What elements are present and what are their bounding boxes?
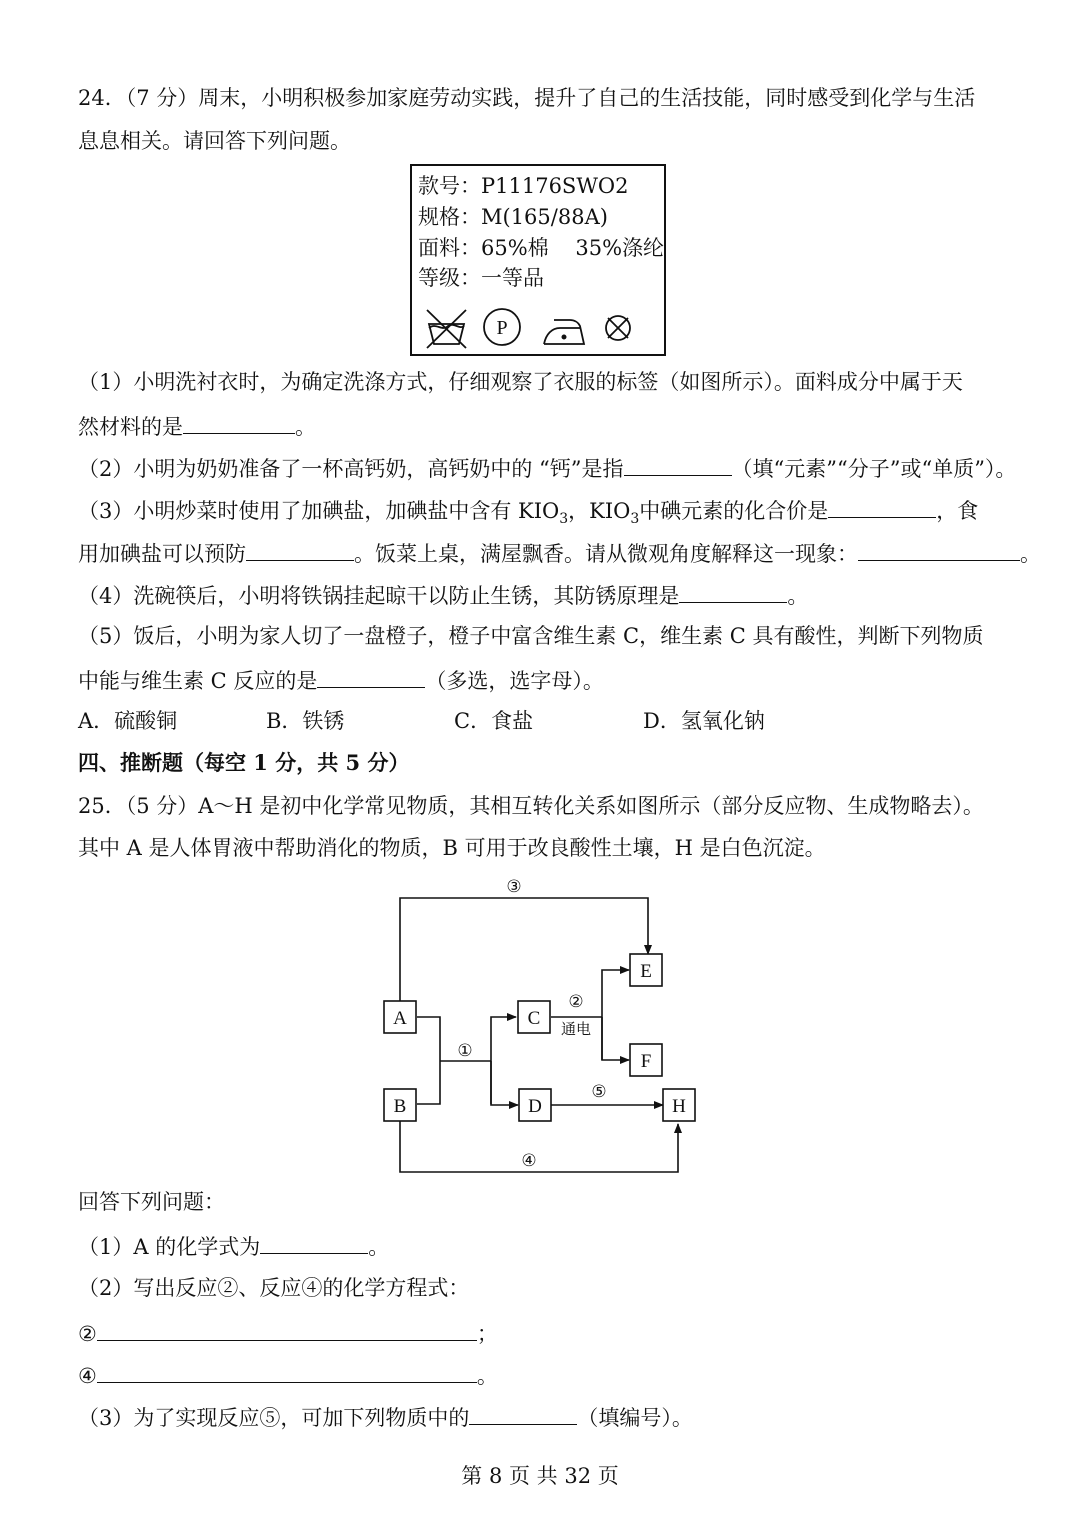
option-a[interactable]: A．硫酸铜 — [78, 709, 178, 733]
q24-p3-line1: （3）小明炒菜时使用了加碘盐，加碘盐中含有 $KIO_3$，$KIO_3$中碘元素的化合价是 ，食 — [78, 495, 978, 533]
node-a: A — [393, 1008, 407, 1029]
reaction-2-condition: 通电 — [560, 1020, 592, 1038]
q24-intro-line1: 24．（7 分）周末，小明积极参加家庭劳动实践，提升了自己的生活技能，同时感受到化学与生活 — [78, 86, 976, 110]
no-tumble-dry-icon — [606, 316, 630, 340]
option-d[interactable]: D．氢氧化钠 — [643, 709, 765, 733]
answer-blank-reaction-5[interactable] — [469, 1402, 577, 1425]
label-style-number: 款号：P11176SWO2 — [418, 174, 629, 198]
label-spec: 规格：M(165/88A) — [418, 205, 608, 229]
reaction-4-label: ④ — [521, 1151, 537, 1171]
q25-eq2: ② ； — [78, 1318, 498, 1348]
node-e: E — [640, 961, 652, 982]
option-b[interactable]: B．铁锈 — [266, 709, 345, 733]
no-wash-icon — [427, 310, 466, 348]
node-c: C — [527, 1008, 541, 1029]
label-grade: 等级：一等品 — [418, 266, 544, 290]
q25-p2: （2）写出反应②、反应④的化学方程式： — [78, 1276, 470, 1300]
option-c[interactable]: C．食盐 — [454, 709, 534, 733]
q25-intro-line2: 其中 A 是人体胃液中帮助消化的物质，B 可用于改良酸性土壤，H 是白色沉淀。 — [78, 836, 826, 860]
q24-p5-line2: 中能与维生素 C 反应的是 （多选，选字母）。 — [78, 665, 604, 695]
q25-intro-line1: 25．（5 分）A～H 是初中化学常见物质，其相互转化关系如图所示（部分反应物、生成物略去）。 — [78, 794, 984, 818]
care-icons — [424, 306, 654, 350]
answer-blank-vitamin-c[interactable] — [317, 665, 425, 688]
answer-blank-a-formula[interactable] — [260, 1231, 368, 1254]
dry-clean-p-icon — [484, 309, 520, 345]
answer-blank-equation-4[interactable] — [97, 1360, 477, 1383]
answer-blank-iodine-valence[interactable] — [828, 495, 936, 518]
reaction-diagram — [378, 868, 708, 1178]
clothing-label — [410, 164, 666, 356]
reaction-1-label: ① — [457, 1041, 473, 1061]
answer-blank-natural-material[interactable] — [183, 411, 295, 434]
reaction-3-label: ③ — [506, 877, 522, 897]
reaction-5-label: ⑤ — [591, 1082, 607, 1102]
answer-blank-equation-2[interactable] — [97, 1318, 477, 1341]
node-f: F — [640, 1051, 652, 1072]
q25-eq4: ④ 。 — [78, 1360, 498, 1390]
node-b: B — [393, 1096, 407, 1117]
answer-blank-calcium[interactable] — [624, 453, 732, 476]
q24-options — [78, 707, 838, 737]
answer-blank-rust-principle[interactable] — [679, 580, 787, 603]
q24-intro-line2: 息息相关。请回答下列问题。 — [78, 129, 351, 153]
node-d: D — [528, 1096, 542, 1117]
q25-p3: （3）为了实现反应⑤，可加下列物质中的 （填编号）。 — [78, 1402, 693, 1432]
q24-p3-line2: 用加碘盐可以预防 。饭菜上桌，满屋飘香。请从微观角度解释这一现象： 。 — [78, 538, 1041, 568]
node-h: H — [672, 1096, 686, 1117]
reaction-2-label: ② — [568, 992, 584, 1012]
answer-blank-prevent[interactable] — [246, 538, 354, 561]
q24-p1-line2: 然材料的是 。 — [78, 411, 316, 441]
svg-text:P: P — [496, 317, 508, 339]
q25-p1: （1）A 的化学式为 。 — [78, 1231, 389, 1261]
label-fabric: 面料：65%棉 35%涤纶 — [418, 236, 665, 260]
q24-p2: （2）小明为奶奶准备了一杯高钙奶，高钙奶中的 “钙”是指 （填“元素”“分子”或“单质”）。 — [78, 453, 1016, 483]
page-footer: 第 8 页 共 32 页 — [461, 1464, 619, 1488]
q24-p4: （4）洗碗筷后，小明将铁锅挂起晾干以防止生锈，其防锈原理是 。 — [78, 580, 808, 610]
q24-p5-line1: （5）饭后，小明为家人切了一盘橙子，橙子中富含维生素 C，维生素 C 具有酸性，判断下列物质 — [78, 624, 984, 648]
iron-icon — [544, 320, 584, 344]
answer-blank-micro-explain[interactable] — [858, 538, 1020, 561]
q25-answer-intro: 回答下列问题： — [78, 1190, 225, 1214]
section-heading: 四、推断题（每空 1 分，共 5 分） — [78, 750, 410, 775]
q24-p1-line1: （1）小明洗衬衣时，为确定洗涤方式，仔细观察了衣服的标签（如图所示）。面料成分中属于天 — [78, 370, 963, 394]
